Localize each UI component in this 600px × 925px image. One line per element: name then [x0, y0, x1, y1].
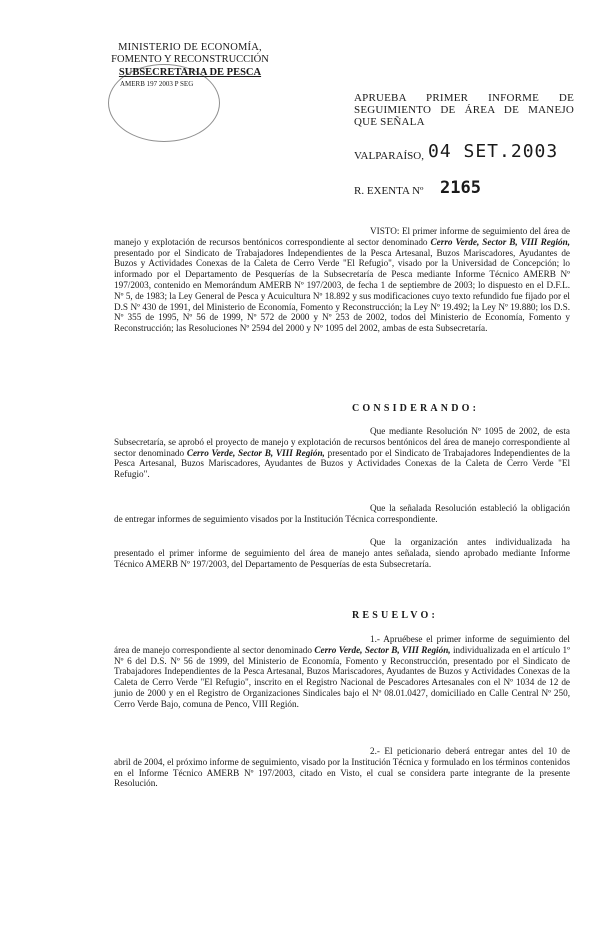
visto-paragraph — [114, 226, 570, 334]
resuelvo-1-sector-name: Cerro Verde, Sector B, VIII Región, — [314, 644, 451, 655]
received-stamp-icon — [108, 64, 220, 142]
resuelvo-paragraph-2: 2.- El peticionario deberá entregar antes del 10 de abril de 2004, el próximo informe de seguimiento, visado por la Institución Técnica y formulado en los términos contenidos en el Informe Técnico AMERB Nº 197/2003, citado en Visto, el cual se considera parte integrante de la presente Resolución. — [114, 746, 570, 789]
exenta-number: 2165 — [440, 178, 481, 198]
resuelvo-heading: RESUELVO: — [352, 610, 439, 621]
resuelvo-1-text-2: individualizada en el artículo 1º Nº 6 del D.S. Nº 56 de 1999, del Ministerio de Economía, Fomento y Reconstrucción, presentado por el Sindicato de Trabajadores Independientes de la Pesca Artesanal, Buzos Mariscadores, Ayudantes de Buzos y Actividades Conexas de la Caleta de Cerro Verde "El Refugio", inscrito en el Registro Nacional de Pescadores Artesanales con el Nº 1034 de 12 de junio de 2000 y en el Registro de Organizaciones Sindicales bajo el Nº 08.01.0427, domiciliado en Calle Central Nº 250, Cerro Verde Bajo, comuna de Penco, VIII Región. — [114, 644, 570, 709]
ministry-name: MINISTERIO DE ECONOMÍA, — [118, 42, 262, 53]
reference-code: AMERB 197 2003 P SEG — [120, 80, 194, 88]
ministry-name-2: FOMENTO Y RECONSTRUCCIÓN — [111, 54, 269, 65]
subsecretaria-name: SUBSECRETARIA DE PESCA — [118, 67, 262, 78]
visto-text-1: VISTO: El primer informe de seguimiento del área de manejo y explotación de recursos bentónicos correspondiente al sector denominado — [114, 226, 570, 247]
visto-sector-name: Cerro Verde, Sector B, VIII Región, — [430, 236, 570, 247]
resuelvo-paragraph-1 — [114, 634, 570, 710]
considerando-heading: CONSIDERANDO: — [352, 403, 480, 414]
place-label: VALPARAÍSO, — [354, 150, 424, 162]
considerando-paragraph-2: Que la señalada Resolución estableció la obligación de entregar informes de seguimiento visados por la Institución Técnica correspondiente. — [114, 503, 570, 524]
considerando-1-text-2: presentado por el Sindicato de Trabajadores Independientes de la Pesca Artesanal, Buzos Mariscadores, Ayudantes de Buzos y Actividades Conexas de la Caleta de Cerro Verde "El Refugio". — [114, 447, 570, 480]
resuelvo-1-text-1: 1.- Apruébese el primer informe de seguimiento del área de manejo correspondiente al sector denominado — [114, 634, 570, 655]
visto-text-2: presentado por el Sindicato de Trabajadores Independientes de la Pesca Artesanal, Buzos Mariscadores, Ayudantes de Buzos y Actividades Conexas de la Caleta de Cerro Verde "El Refugio", visado por la Universidad de Concepción; lo informado por el Departamento de Pesquerías de la Subsecretaría de Pesca mediante Informe Técnico AMERB Nº 197/2003, contenido en Memorándum AMERB Nº 197/2003, de fecha 1 de septiembre de 2003; lo dispuesto en el D.F.L. Nº 5, de 1983; la Ley General de Pesca y Acuicultura Nº 18.892 y sus modificaciones cuyo texto refundido fue fijado por el D.S Nº 430 de 1991, del Ministerio de Economía, Fomento y Reconstrucción; la Ley Nº 19.492; la Ley Nº 19.880; los D.S. Nº 355 de 1995, Nº 56 de 1999, Nº 572 de 2000 y Nº 253 de 2002, todos del Ministerio de Economía, Fomento y Reconstrucción; las Resoluciones Nº 2594 del 2000 y Nº 1095 del 2002, ambas de esta Subsecretaría. — [114, 247, 570, 334]
exenta-label: R. EXENTA Nº — [354, 185, 424, 197]
date-stamp: 04 SET.2003 — [428, 141, 559, 162]
considerando-1-sector-name: Cerro Verde, Sector B, VIII Región, — [186, 447, 325, 458]
considerando-paragraph-3: Que la organización antes individualizada ha presentado el primer informe de seguimiento del área de manejo antes señalada, siendo aprobado mediante Informe Técnico AMERB Nº 197/2003, del Departamento de Pesquerías de esta Subsecretaría. — [114, 537, 570, 569]
considerando-1-text-1: Que mediante Resolución Nº 1095 de 2002, de esta Subsecretaría, se aprobó el proyecto de manejo y explotación de recursos bentónicos del área de manejo correspondiente al sector denominado — [114, 426, 570, 458]
resolution-subject: APRUEBA PRIMER INFORME DE SEGUIMIENTO DE ÁREA DE MANEJO QUE SEÑALA — [354, 92, 574, 128]
considerando-paragraph-1 — [114, 426, 570, 480]
